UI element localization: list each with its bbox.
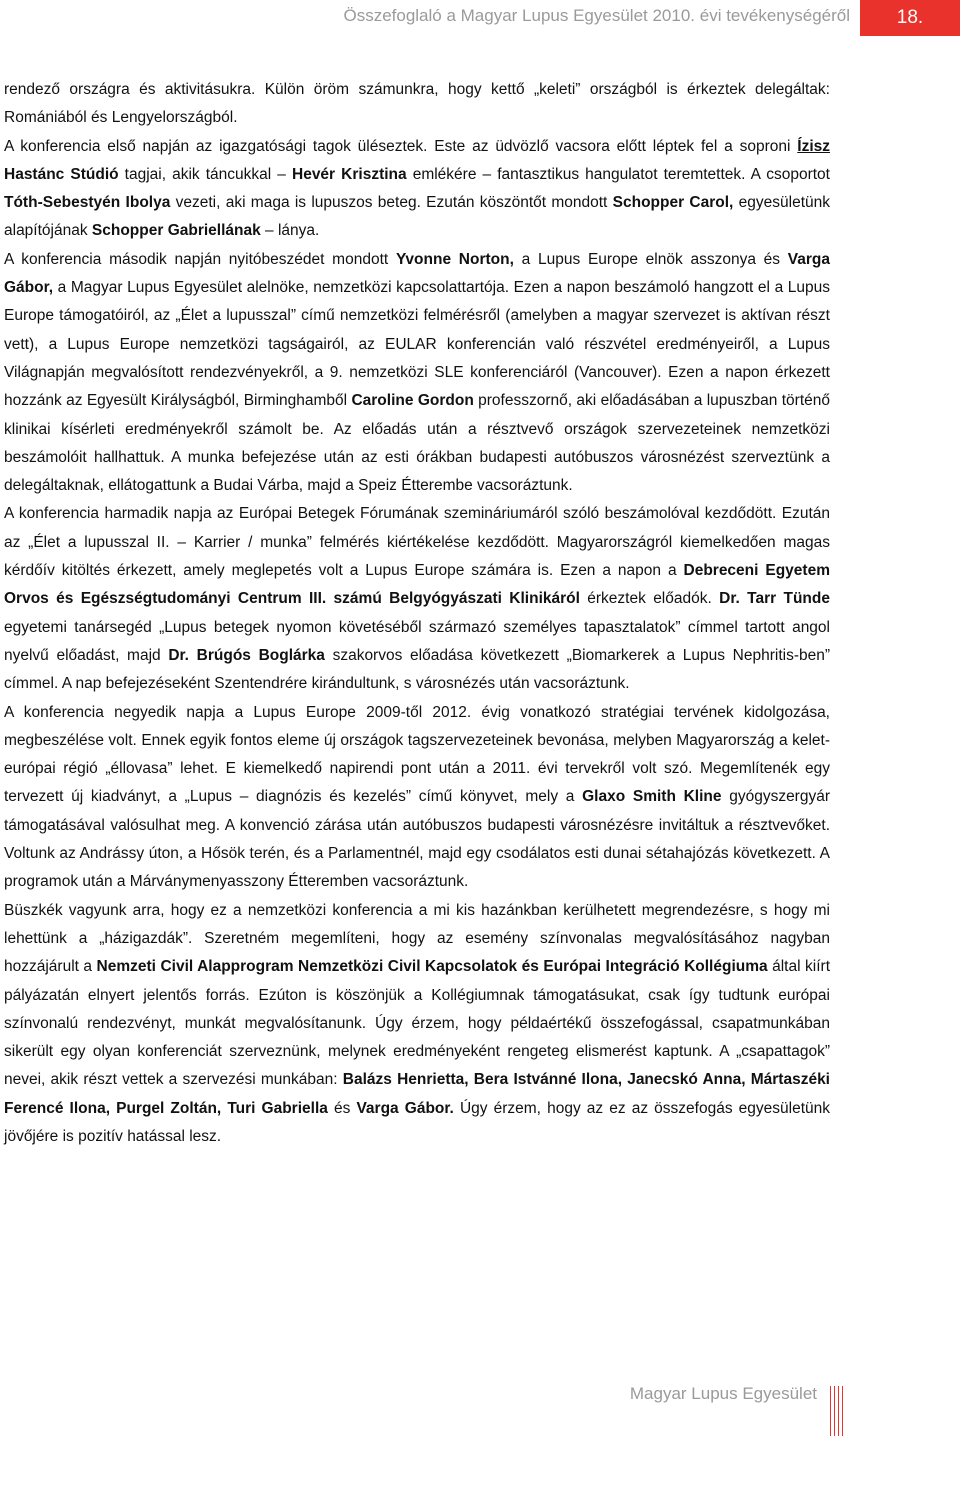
header-title: Összefoglaló a Magyar Lupus Egyesület 2010. évi tevékenységéről bbox=[343, 6, 850, 25]
text-run: egyetemi tanársegéd „Lupus betegek nyomon követéséből származó személyes tapasztalatok” címmel tartott angol nyelvű előadást, majd bbox=[4, 618, 830, 664]
text-run: professzornő, aki előadásában a lupuszban történő klinikai kísérleti eredményekről számolt be. Az előadás után a résztvevő országok szervezeteinek nemzetközi beszámolóit hallhattuk. A munka befejezése után az esti órákban budapesti autóbuszos városnézést szerveztünk a delegáltaknak, ellátogattunk a Budai Várba, majd a Speiz Étterembe vacsoráztunk. bbox=[4, 392, 830, 495]
bold-text-run: Nemzeti Civil Alapprogram Nemzetközi Civil Kapcsolatok és Európai Integráció Kollégiuma bbox=[96, 958, 768, 976]
footer-brand: Magyar Lupus Egyesület bbox=[629, 1384, 817, 1403]
text-run: A konferencia első napján az igazgatósági tagok üléseztek. Este az üdvözlő vacsora előtt léptek fel a soproni bbox=[4, 137, 798, 155]
text-run: Büszkék vagyunk arra, hogy ez a nemzetközi konferencia a mi kis hazánkban kerülhetett megrendezésre, s hogy mi lehettünk a „házigazdák”. Szeretném megemlíteni, hogy az esemény színvonalas megvalósításához nagyban hozzájárult a bbox=[4, 901, 830, 976]
page-number-badge: 18. bbox=[860, 0, 960, 36]
paragraph bbox=[4, 76, 830, 133]
text-run: által kiírt pályázatán elnyert jelentős forrás. Ezúton is köszönjük a Kollégiumnak támogatásukat, csak így tudtunk európai színvonalú rendezvényt, munkát megvalósítanunk. Úgy érzem, hogy példaértékű összefogással, csapatmunkában sikerült egy olyan konferenciát szerveznünk, melynek eredményeként rengeteg elismerést kaptunk. A „csapattagok” nevei, akik részt vettek a szervezési munkában: bbox=[4, 958, 830, 1089]
bold-text-run: Debreceni Egyetem Orvos és Egészségtudományi Centrum III. számú Belgyógyászati Klinikáról bbox=[4, 562, 830, 608]
text-run: A konferencia második napján nyitóbeszédet mondott bbox=[4, 250, 396, 268]
text-run: és bbox=[327, 1099, 357, 1117]
paragraph bbox=[4, 500, 830, 698]
text-run: érkeztek előadók. bbox=[579, 590, 720, 608]
text-run: a Lupus Europe elnök asszonya és bbox=[513, 250, 788, 268]
text-run: rendező országra és aktivitásukra. Külön öröm számunkra, hogy kettő „keleti” országból is érkeztek delegáltak: Romániából és Lengyelországból. bbox=[4, 81, 830, 127]
paragraph bbox=[4, 897, 830, 1152]
bold-text-run: Varga Gábor, bbox=[4, 250, 831, 297]
bold-text-run: Balázs Henrietta, Bera Istvánné Ilona, Janecskó Anna, Mártaszéki Ferencé Ilona, Purgel Zoltán, Turi Gabriella bbox=[4, 1071, 830, 1117]
bold-text-run: Glaxo Smith Kline bbox=[582, 788, 722, 806]
bold-text-run: Caroline Gordon bbox=[351, 392, 474, 410]
text-run: egyesületünk alapítójának bbox=[4, 194, 830, 240]
text-run: a Magyar Lupus Egyesület alelnöke, nemzetközi kapcsolattartója. Ezen a napon beszámoló hangzott el a Lupus Europe támogatóiról, az „Élet a lupusszal” című nemzetközi felmérésről (amelyben a magyar szervezet is aktívan részt vett), a Lupus Europe nemzetközi tagságairól, az EULAR konferencián való részvétel eredményeiről, a Lupus Világnapján megvalósított rendezvényekről, a 9. nemzetközi SLE konferenciáról (Vancouver). Ezen a napon érkezett hozzánk az Egyesült Királyságból, Birminghamből bbox=[4, 279, 830, 410]
text-run: szakorvos előadása következett „Biomarkerek a Lupus Nephritis-ben” címmel. A nap befejezéseként Szentendrére kirándultunk, s városnézés után vacsoráztunk. bbox=[4, 646, 831, 693]
text-run: A konferencia harmadik napja az Európai Betegek Fórumának szemináriumáról szóló beszámolóval kezdődött. Ezután az „Élet a lupusszal II. – Karrier / munka” felmérés kiértékelése kezdődött. Magyarországról kiemelkedően magas kérdőív kitöltés érkezett, amely meglepetés volt a Lupus Europe számára is. Ezen a napon a bbox=[4, 505, 830, 580]
bold-text-run: Ízisz bbox=[797, 137, 830, 155]
paragraph bbox=[4, 133, 830, 246]
text-run: A konferencia negyedik napja a Lupus Europe 2009-től 2012. évig vonatkozó stratégiai tervének kidolgozása, megbeszélése volt. Ennek egyik fontos eleme új országok tagszervezeteinek bevonása, melyben Magyarország a kelet-európai régió „éllovasa” lehet. E kiemelkedő napirendi pont után a 2011. évi tervekről volt szó. Megemlítenék egy tervezett új kiadványt, a „Lupus – diagnózis és kezelés” című könyvet, mely a bbox=[4, 703, 830, 806]
paragraph bbox=[4, 699, 830, 897]
bold-text-run: Yvonne Norton, bbox=[395, 250, 514, 268]
document-body bbox=[4, 76, 830, 1151]
bold-text-run: Dr. Tarr Tünde bbox=[719, 590, 830, 608]
text-run: Úgy érzem, hogy az ez az összefogás egyesületünk jövőjére is pozitív hatással lesz. bbox=[4, 1099, 831, 1145]
bold-text-run: Hevér Krisztina bbox=[292, 165, 407, 183]
bold-text-run: Dr. Brúgós Boglárka bbox=[168, 646, 325, 664]
text-run: emlékére – fantasztikus hangulatot teremtettek. A csoportot bbox=[406, 165, 830, 183]
bold-text-run: Tóth-Sebestyén Ibolya bbox=[4, 194, 171, 212]
bold-text-run: Schopper Carol, bbox=[612, 194, 734, 212]
footer-decoration-bars bbox=[830, 1386, 846, 1436]
text-run: vezeti, aki maga is lupuszos beteg. Ezután köszöntőt mondott bbox=[170, 194, 613, 212]
bold-text-run: Schopper Gabriellának bbox=[91, 222, 261, 240]
text-run: tagjai, akik táncukkal – bbox=[118, 165, 292, 183]
paragraph bbox=[4, 246, 830, 501]
text-run: gyógyszergyár támogatásával valósulhat meg. A konvenció zárása után autóbuszos budapesti városnézésre invitáltuk a résztvevőket. Voltunk az Andrássy úton, a Hősök terén, és a Parlamentnél, majd egy csodálatos esti dunai sétahajózás következett. A programok után a Márványmenyasszony Étteremben vacsoráztunk. bbox=[4, 788, 830, 891]
bold-text-run: Varga Gábor. bbox=[356, 1099, 454, 1117]
text-run: – lánya. bbox=[260, 222, 320, 240]
page-header bbox=[0, 0, 960, 40]
bold-text-run: Hastánc Stúdió bbox=[4, 165, 119, 183]
